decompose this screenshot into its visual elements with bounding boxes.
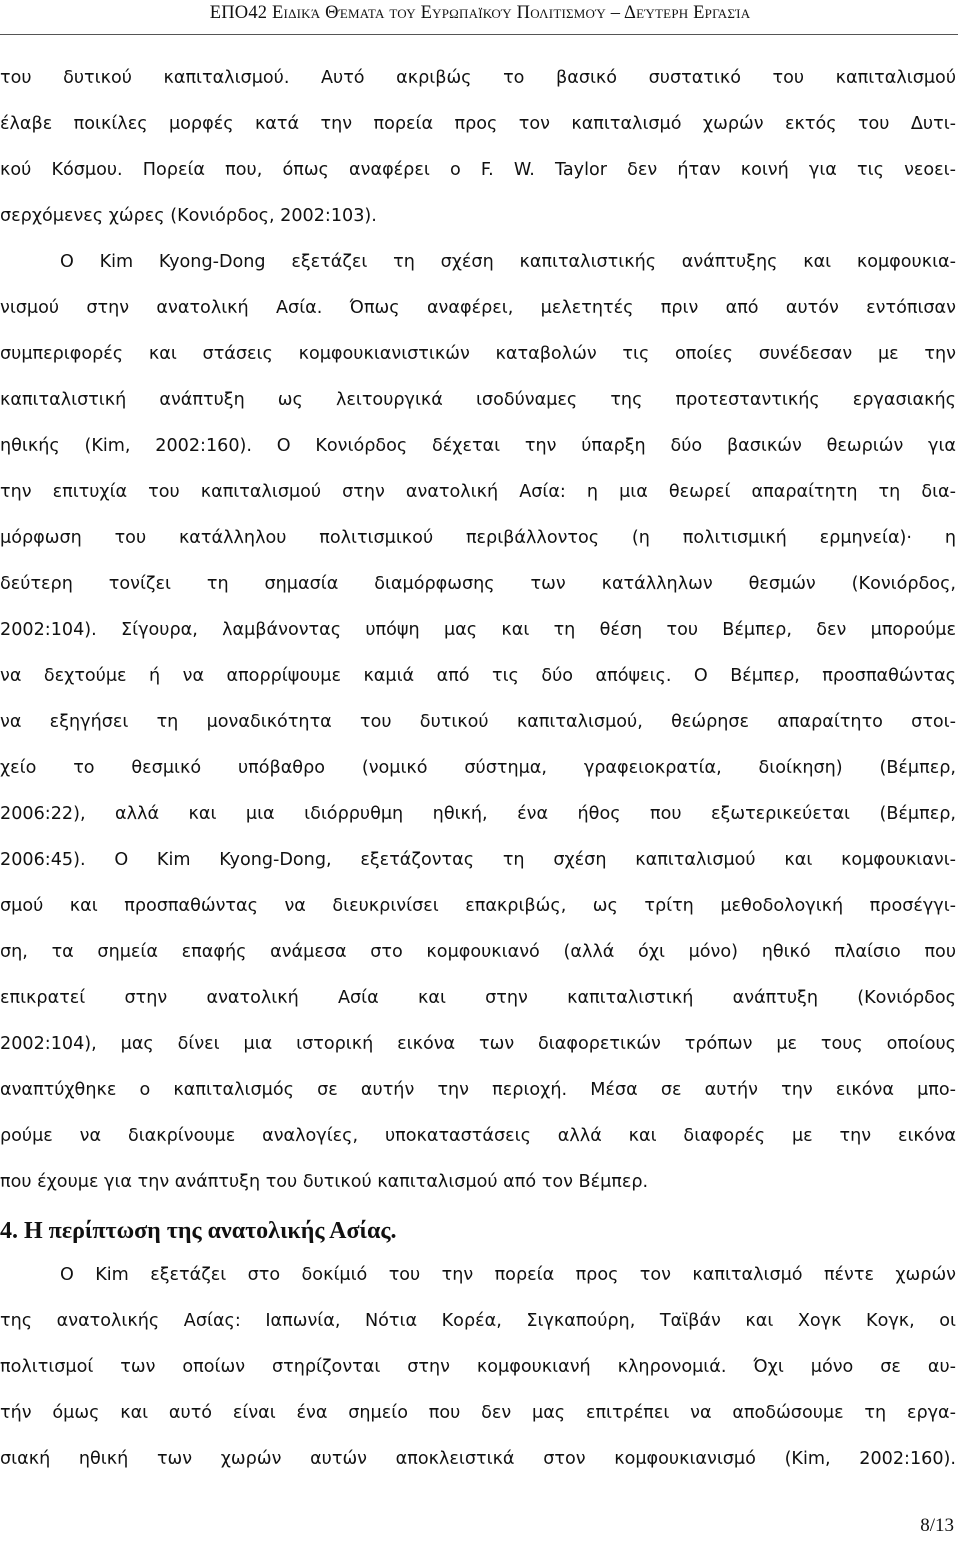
text-line: σιακή ηθική των χωρών αυτών αποκλειστικά στον κομφουκιανισμό (Kim, 2002:160).	[0, 1449, 956, 1469]
text-line: καπιταλιστική ανάπτυξη ως λειτουργικά ισοδύναμες της προτεσταντικής εργασιακής	[0, 390, 956, 410]
text-line: επικρατεί στην ανατολική Ασία και στην καπιταλιστική ανάπτυξη (Κονιόρδος	[0, 988, 956, 1008]
text-line: του δυτικού καπιταλισμού. Αυτό ακριβώς το βασικό συστατικό του καπιταλισμού	[0, 68, 956, 88]
text-line: δεύτερη τονίζει τη σημασία διαμόρφωσης των κατάλληλων θεσμών (Κονιόρδος,	[0, 574, 956, 594]
text-line: σμού και προσπαθώντας να διευκρινίσει επακριβώς, ως τρίτη μεθοδολογική προσέγγι-	[0, 896, 956, 916]
header-rule	[0, 34, 958, 35]
text-line: 2002:104). Σίγουρα, λαμβάνοντας υπόψη μας και τη θέση του Βέμπερ, δεν μπορούμε	[0, 620, 956, 640]
running-header: ΕΠΟ42 Ειδικά Θέματα του Ευρωπαϊκού Πολιτισμού – Δεύτερη Εργασία	[209, 3, 751, 23]
text-line: αναπτύχθηκε ο καπιταλισμός σε αυτήν την περιοχή. Μέσα σε αυτήν την εικόνα μπο-	[0, 1080, 956, 1100]
text-line: 2002:104), μας δίνει μια ιστορική εικόνα των διαφορετικών τρόπων με τους οποίους	[0, 1034, 956, 1054]
text-line: σερχόμενες χώρες (Κονιόρδος, 2002:103).	[0, 206, 377, 226]
text-line: της ανατολικής Ασίας: Ιαπωνία, Νότια Κορέα, Σιγκαπούρη, Ταϊβάν και Χογκ Κογκ, οι	[0, 1311, 956, 1331]
text-line: έλαβε ποικίλες μορφές κατά την πορεία προς τον καπιταλισμό χωρών εκτός του Δυτι-	[0, 114, 956, 134]
text-line: συμπεριφορές και στάσεις κομφουκιανιστικών καταβολών τις οποίες συνέδεσαν με την	[0, 344, 956, 364]
text-line: να εξηγήσει τη μοναδικότητα του δυτικού καπιταλισμού, θεώρησε απαραίτητο στοι-	[0, 712, 956, 732]
text-line: νισμού στην ανατολική Ασία. Όπως αναφέρει, μελετητές πριν από αυτόν εντόπισαν	[0, 298, 956, 318]
text-line: 2006:22), αλλά και μια ιδιόρρυθμη ηθική, ένα ήθος που εξωτερικεύεται (Βέμπερ,	[0, 804, 956, 824]
text-line: χείο το θεσμικό υπόβαθρο (νομικό σύστημα, γραφειοκρατία, διοίκηση) (Βέμπερ,	[0, 758, 956, 778]
text-line: ση, τα σημεία επαφής ανάμεσα στο κομφουκιανό (αλλά όχι μόνο) ηθικό πλαίσιο που	[0, 942, 956, 962]
text-line: που έχουμε για την ανάπτυξη του δυτικού καπιταλισμού από τον Βέμπερ.	[0, 1172, 649, 1192]
text-line: τήν όμως και αυτό είναι ένα σημείο που δεν μας επιτρέπει να αποδώσουμε τη εργα-	[0, 1403, 956, 1423]
text-line: 2006:45). Ο Kim Kyong-Dong, εξετάζοντας τη σχέση καπιταλισμού και κομφουκιανι-	[0, 850, 956, 870]
text-line: ηθικής (Kim, 2002:160). Ο Κονιόρδος δέχεται την ύπαρξη δύο βασικών θεωριών για	[0, 436, 956, 456]
text-line: Ο Kim εξετάζει στο δοκίμιό του την πορεία προς τον καπιταλισμό πέντε χωρών	[60, 1265, 956, 1285]
text-line: Ο Kim Kyong-Dong εξετάζει τη σχέση καπιταλιστικής ανάπτυξης και κομφουκια-	[60, 252, 956, 272]
text-line: ρούμε να διακρίνουμε αναλογίες, υποκαταστάσεις αλλά και διαφορές με την εικόνα	[0, 1126, 956, 1146]
text-line: πολιτισμοί των οποίων στηρίζονται στην κομφουκιανή κληρονομιά. Όχι μόνο σε αυ-	[0, 1357, 956, 1377]
text-line: μόρφωση του κατάλληλου πολιτισμικού περιβάλλοντος (η πολιτισμική ερμηνεία)· η	[0, 528, 956, 548]
section-heading: 4. Η περίπτωση της ανατολικής Ασίας.	[0, 1218, 397, 1244]
text-line: την επιτυχία του καπιταλισμού στην ανατολική Ασία: η μια θεωρεί απαραίτητη τη δια-	[0, 482, 956, 502]
text-line: κού Κόσμου. Πορεία που, όπως αναφέρει ο F. W. Taylor δεν ήταν κοινή για τις νεοει-	[0, 160, 956, 180]
page-number: 8/13	[920, 1515, 954, 1536]
text-line: να δεχτούμε ή να απορρίψουμε καμιά από τις δύο απόψεις. Ο Βέμπερ, προσπαθώντας	[0, 666, 956, 686]
